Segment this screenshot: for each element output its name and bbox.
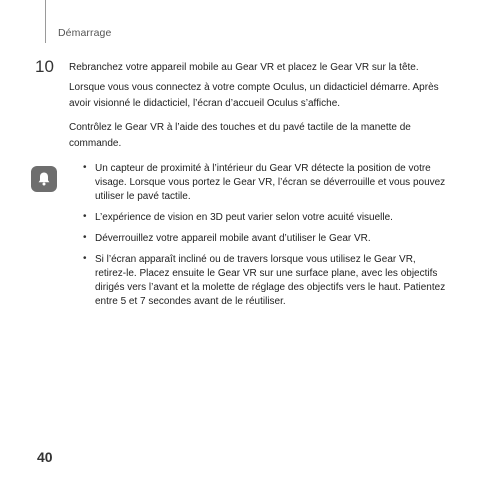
- note-text: Si l’écran apparaît incliné ou de travers lorsque vous utilisez le Gear VR, retirez-le. Placez ensuite le Gear VR sur une surface plane, avec les objectifs dirigés vers l’avant et la molette de réglage des objectifs vers le haut. Patientez entre 5 et 7 secondes avant de le réutiliser.: [95, 254, 446, 307]
- step-number: 10: [35, 57, 54, 76]
- list-item: [82, 211, 447, 225]
- step-paragraph-3: Contrôlez le Gear VR à l’aide des touches et du pavé tactile de la manette de commande.: [69, 122, 411, 149]
- note-list: [82, 162, 447, 316]
- header-rule: [45, 0, 46, 43]
- note-text: Déverrouillez votre appareil mobile avant d’utiliser le Gear VR.: [95, 233, 371, 244]
- list-item: [82, 232, 447, 246]
- bullet: •: [83, 253, 87, 264]
- bullet: •: [83, 162, 87, 173]
- note-text: Un capteur de proximité à l’intérieur du Gear VR détecte la position de votre visage. Lorsque vous portez le Gear VR, l’écran se déverrouille et vous pouvez utiliser le pavé tactile.: [95, 163, 446, 202]
- bell-icon: [31, 166, 57, 192]
- bell-icon-graphic: [36, 171, 52, 187]
- note-text: L’expérience de vision en 3D peut varier selon votre acuité visuelle.: [95, 212, 393, 223]
- step-paragraph-1: Rebranchez votre appareil mobile au Gear VR et placez le Gear VR sur la tête.: [69, 62, 419, 73]
- section-title: Démarrage: [58, 27, 112, 39]
- bullet: •: [83, 211, 87, 222]
- list-item: [82, 162, 447, 204]
- bullet: •: [83, 232, 87, 243]
- list-item: [82, 253, 447, 309]
- page-number: 40: [37, 449, 53, 465]
- step-paragraph-2: Lorsque vous vous connectez à votre compte Oculus, un didacticiel démarre. Après avoir visionné le didacticiel, l’écran d’accueil Oculus s’affiche.: [69, 82, 439, 109]
